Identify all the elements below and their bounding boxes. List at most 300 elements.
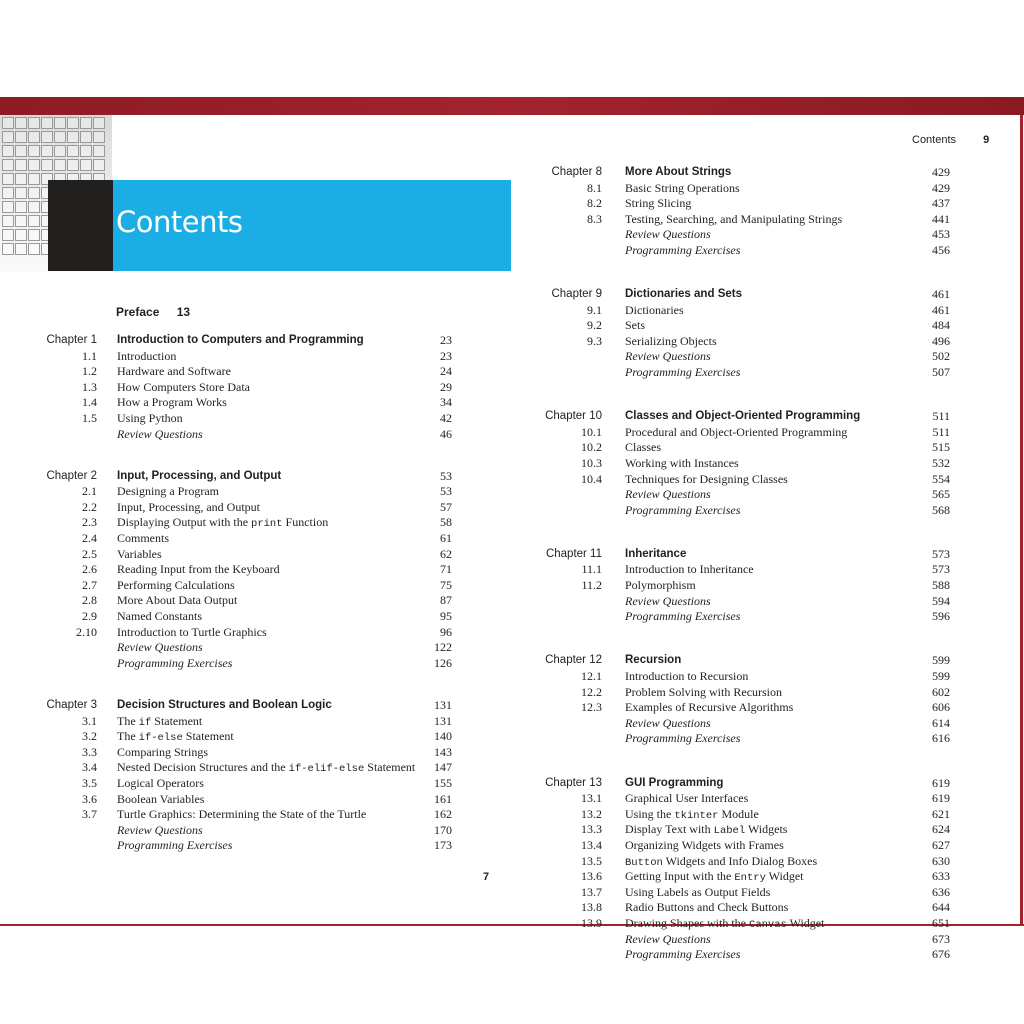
page-ref: 502 <box>932 349 950 364</box>
grid-cell <box>41 145 53 157</box>
page-ref: 147 <box>434 760 452 775</box>
section-number: 10.3 <box>581 455 602 470</box>
grid-cell <box>28 187 40 199</box>
section-title: Review Questions <box>117 426 203 441</box>
page-ref: 630 <box>932 853 950 868</box>
chapter-label: Chapter 2 <box>46 469 97 482</box>
section-number: 3.6 <box>82 791 97 806</box>
grid-cell <box>80 159 92 171</box>
top-color-bar <box>0 97 1024 115</box>
section-number: 2.9 <box>82 609 97 624</box>
grid-cell <box>2 201 14 213</box>
section-entry[interactable] <box>0 823 512 839</box>
section-entry[interactable] <box>512 318 1024 334</box>
grid-cell <box>2 173 14 185</box>
grid-cell <box>67 145 79 157</box>
section-number: 3.7 <box>82 807 97 822</box>
page-ref: 565 <box>932 487 950 502</box>
grid-cell <box>28 229 40 241</box>
chapter-label: Chapter 3 <box>46 699 97 711</box>
section-title: Hardware and Software <box>117 364 231 379</box>
page-ref: 676 <box>932 947 950 962</box>
section-title: Serializing Objects <box>625 333 717 348</box>
page-ref: 53 <box>440 468 452 483</box>
section-entry[interactable] <box>0 609 512 625</box>
page-ref: 644 <box>932 900 950 915</box>
section-title: Review Questions <box>117 822 203 837</box>
running-head-page: 9 <box>983 134 990 146</box>
section-entry[interactable] <box>512 700 1024 716</box>
section-number: 2.6 <box>82 562 97 577</box>
grid-cell <box>28 159 40 171</box>
chapter-label: Chapter 12 <box>545 654 602 667</box>
section-title: Polymorphism <box>625 578 696 593</box>
section-title: Turtle Graphics: Determining the State of the Turtle <box>117 807 367 822</box>
section-number: 2.5 <box>82 546 97 561</box>
grid-cell <box>15 145 27 157</box>
page-ref: 42 <box>440 411 452 425</box>
section-title: Review Questions <box>625 349 711 364</box>
section-title: Programming Exercises <box>625 609 741 624</box>
page-ref: 23 <box>440 333 452 347</box>
section-title: Examples of Recursive Algorithms <box>625 700 794 715</box>
page-ref: 143 <box>434 744 452 759</box>
section-title: Radio Buttons and Check Buttons <box>625 900 789 915</box>
section-entry[interactable] <box>512 425 1024 441</box>
page-ref: 126 <box>434 655 452 670</box>
section-number: 11.2 <box>581 578 602 593</box>
grid-cell <box>93 159 105 171</box>
section-number: 13.6 <box>581 869 602 884</box>
section-entry[interactable] <box>0 427 512 443</box>
grid-cell <box>28 117 40 129</box>
chapter-heading[interactable] <box>512 409 1024 425</box>
chapter-heading[interactable] <box>512 776 1024 792</box>
section-title: Boolean Variables <box>117 791 205 806</box>
section-entry[interactable] <box>0 500 512 516</box>
grid-cell <box>28 173 40 185</box>
chapter-label: Chapter 1 <box>46 334 97 346</box>
section-entry[interactable] <box>512 731 1024 747</box>
grid-cell <box>15 173 27 185</box>
grid-cell <box>54 145 66 157</box>
page-ref: 621 <box>932 806 950 821</box>
section-entry[interactable] <box>512 916 1024 932</box>
grid-cell <box>41 117 53 129</box>
section-entry[interactable] <box>0 729 512 745</box>
page-ref: 619 <box>932 791 950 806</box>
section-title: Working with Instances <box>625 455 739 470</box>
section-entry[interactable] <box>512 487 1024 503</box>
section-title: Introduction to Turtle Graphics <box>117 624 267 639</box>
section-entry[interactable] <box>0 656 512 672</box>
section-entry[interactable] <box>512 303 1024 319</box>
page-ref: 34 <box>440 395 452 410</box>
running-head <box>912 134 989 146</box>
section-entry[interactable] <box>512 365 1024 381</box>
section-number: 12.3 <box>581 700 602 715</box>
section-number: 2.2 <box>82 499 97 514</box>
section-title: Introduction to Inheritance <box>625 562 754 577</box>
section-title: Comparing Strings <box>117 744 209 759</box>
chapter-title: Inheritance <box>625 547 687 560</box>
section-entry[interactable] <box>0 593 512 609</box>
chapter-title: Classes and Object-Oriented Programming <box>625 410 861 423</box>
page-ref: 23 <box>440 348 452 363</box>
section-number: 13.8 <box>581 900 602 915</box>
page-number: 7 <box>483 871 490 883</box>
section-title: Sets <box>625 318 646 333</box>
section-entry[interactable] <box>512 869 1024 885</box>
section-number: 10.2 <box>581 440 602 455</box>
section-number: 1.5 <box>82 411 97 425</box>
page-ref: 484 <box>932 318 950 333</box>
page-ref: 573 <box>932 546 950 561</box>
section-entry[interactable] <box>512 669 1024 685</box>
section-number: 2.7 <box>82 577 97 592</box>
chapter-heading[interactable] <box>512 547 1024 563</box>
chapter-title: GUI Programming <box>625 776 724 789</box>
section-title: Programming Exercises <box>625 731 741 746</box>
section-title: Classes <box>625 440 661 455</box>
grid-cell <box>15 215 27 227</box>
chapter-heading[interactable] <box>0 698 512 714</box>
section-number: 1.3 <box>82 379 97 394</box>
grid-cell <box>2 187 14 199</box>
section-number: 3.4 <box>82 760 97 775</box>
section-title: Programming Exercises <box>625 365 741 380</box>
section-number: 1.1 <box>82 348 97 363</box>
grid-cell <box>2 159 14 171</box>
section-number: 13.4 <box>581 837 602 852</box>
section-title: The if Statement <box>117 713 203 729</box>
section-entry[interactable] <box>0 380 512 396</box>
page-ref: 515 <box>932 440 950 455</box>
section-entry[interactable] <box>512 196 1024 212</box>
section-entry[interactable] <box>512 685 1024 701</box>
page-ref: 140 <box>434 729 452 744</box>
chapter-label: Chapter 8 <box>551 166 602 178</box>
page-ref: 602 <box>932 684 950 699</box>
section-title: Using Python <box>117 411 183 425</box>
section-entry[interactable] <box>512 822 1024 838</box>
section-title: Basic String Operations <box>625 180 740 195</box>
section-entry[interactable] <box>512 807 1024 823</box>
preface-page: 13 <box>176 305 191 319</box>
section-title: How Computers Store Data <box>117 379 251 394</box>
section-entry[interactable] <box>0 364 512 380</box>
page-ref: 122 <box>434 640 452 655</box>
section-entry[interactable] <box>512 349 1024 365</box>
chapter-heading[interactable] <box>512 287 1024 303</box>
page-ref: 511 <box>932 409 950 424</box>
grid-cell <box>15 131 27 143</box>
grid-cell <box>80 145 92 157</box>
section-title: Drawing Shapes with the Canvas Widget <box>625 915 825 931</box>
grid-cell <box>54 131 66 143</box>
running-head-title: Contents <box>912 134 957 146</box>
grid-cell <box>67 117 79 129</box>
section-title: Programming Exercises <box>117 838 233 853</box>
grid-cell <box>41 159 53 171</box>
page-ref: 437 <box>932 196 950 211</box>
section-title: Button Widgets and Info Dialog Boxes <box>625 853 818 869</box>
chapter-title: Decision Structures and Boolean Logic <box>117 699 332 711</box>
section-number: 2.4 <box>82 531 97 546</box>
section-entry[interactable] <box>0 714 512 730</box>
section-entry[interactable] <box>512 854 1024 870</box>
page-ref: 619 <box>932 775 950 790</box>
grid-cell <box>67 159 79 171</box>
chapter-heading[interactable] <box>0 469 512 485</box>
section-entry[interactable] <box>0 625 512 641</box>
section-number: 8.2 <box>587 196 602 211</box>
section-entry[interactable] <box>512 838 1024 854</box>
page-ref: 170 <box>434 822 452 837</box>
section-number: 2.3 <box>82 515 97 530</box>
section-number: 3.1 <box>82 713 97 728</box>
section-entry[interactable] <box>512 885 1024 901</box>
page-ref: 131 <box>434 698 452 712</box>
section-number: 3.5 <box>82 776 97 790</box>
section-entry[interactable] <box>512 578 1024 594</box>
section-number: 13.7 <box>581 884 602 899</box>
page-ref: 511 <box>932 424 950 439</box>
section-entry[interactable] <box>512 472 1024 488</box>
grid-cell <box>28 131 40 143</box>
chapter-title: Input, Processing, and Output <box>117 469 282 482</box>
section-title: Procedural and Object-Oriented Programming <box>625 424 848 439</box>
section-entry[interactable] <box>0 578 512 594</box>
section-entry[interactable] <box>512 791 1024 807</box>
page-ref: 596 <box>932 609 950 624</box>
chapter-label: Chapter 9 <box>551 288 602 301</box>
grid-cell <box>93 145 105 157</box>
section-entry[interactable] <box>0 640 512 656</box>
section-number: 1.4 <box>82 395 97 410</box>
section-number: 1.2 <box>82 364 97 379</box>
grid-cell <box>28 215 40 227</box>
section-entry[interactable] <box>512 609 1024 625</box>
section-title: String Slicing <box>625 196 692 211</box>
section-entry[interactable] <box>512 456 1024 472</box>
preface-entry[interactable] <box>116 305 190 319</box>
section-title: Reading Input from the Keyboard <box>117 562 280 577</box>
section-title: The if-else Statement <box>117 729 234 745</box>
section-number: 9.1 <box>587 302 602 317</box>
grid-cell <box>15 117 27 129</box>
chapter-title: Recursion <box>625 654 682 667</box>
section-number: 13.9 <box>581 915 602 930</box>
page-ref: 554 <box>932 471 950 486</box>
chapter-title: Introduction to Computers and Programming <box>117 334 364 346</box>
page-ref: 131 <box>434 713 452 728</box>
grid-cell <box>28 201 40 213</box>
grid-cell <box>15 159 27 171</box>
preface-label: Preface <box>116 305 160 319</box>
section-entry[interactable] <box>0 760 512 776</box>
section-title: Review Questions <box>625 227 711 242</box>
section-title: Review Questions <box>625 593 711 608</box>
section-entry[interactable] <box>0 531 512 547</box>
page-ref: 58 <box>440 515 452 530</box>
chapter-heading[interactable] <box>512 653 1024 669</box>
page-ref: 606 <box>932 700 950 715</box>
section-number: 13.1 <box>581 791 602 806</box>
page-ref: 62 <box>440 546 452 561</box>
section-entry[interactable] <box>0 776 512 792</box>
page-ref: 61 <box>440 531 452 546</box>
page-ref: 594 <box>932 593 950 608</box>
section-number: 12.1 <box>581 668 602 683</box>
grid-cell <box>80 117 92 129</box>
page-ref: 441 <box>932 211 950 226</box>
section-number: 2.1 <box>82 484 97 499</box>
page-ref: 53 <box>440 484 452 499</box>
section-entry[interactable] <box>512 181 1024 197</box>
section-entry[interactable] <box>0 838 512 854</box>
page-ref: 673 <box>932 931 950 946</box>
page-ref: 651 <box>932 915 950 930</box>
page-ref: 162 <box>434 807 452 822</box>
section-entry[interactable] <box>0 562 512 578</box>
grid-cell <box>93 117 105 129</box>
grid-cell <box>93 131 105 143</box>
grid-cell <box>2 145 14 157</box>
page-ref: 75 <box>440 577 452 592</box>
section-entry[interactable] <box>512 334 1024 350</box>
section-entry[interactable] <box>0 792 512 808</box>
section-entry[interactable] <box>512 212 1024 228</box>
chapter-label: Chapter 13 <box>545 776 602 789</box>
chapter-heading[interactable] <box>512 165 1024 181</box>
section-entry[interactable] <box>512 440 1024 456</box>
section-title: Programming Exercises <box>625 947 741 962</box>
page-ref: 95 <box>440 609 452 624</box>
section-entry[interactable] <box>512 900 1024 916</box>
section-title: Display Text with Label Widgets <box>625 822 788 838</box>
page-title: Contents <box>116 205 243 239</box>
section-entry[interactable] <box>0 745 512 761</box>
page-ref: 599 <box>932 653 950 668</box>
section-entry[interactable] <box>0 807 512 823</box>
page-ref: 173 <box>434 838 452 853</box>
page-ref: 453 <box>932 227 950 242</box>
section-title: Techniques for Designing Classes <box>625 471 788 486</box>
page-ref: 507 <box>932 365 950 380</box>
page-ref: 614 <box>932 715 950 730</box>
grid-cell <box>28 243 40 255</box>
section-title: Variables <box>117 546 162 561</box>
page-ref: 627 <box>932 837 950 852</box>
chapter-label: Chapter 11 <box>545 547 602 560</box>
page-ref: 96 <box>440 624 452 639</box>
section-entry[interactable] <box>512 503 1024 519</box>
page-ref: 624 <box>932 822 950 837</box>
section-entry[interactable] <box>0 484 512 500</box>
page-ref: 429 <box>932 180 950 195</box>
section-title: Input, Processing, and Output <box>117 499 261 514</box>
page-ref: 616 <box>932 731 950 746</box>
section-number: 3.2 <box>82 729 97 744</box>
section-title: Testing, Searching, and Manipulating Strings <box>625 211 843 226</box>
section-title: Dictionaries <box>625 302 684 317</box>
black-accent-block <box>48 180 114 271</box>
page-ref: 568 <box>932 502 950 517</box>
page-ref: 461 <box>932 302 950 317</box>
section-title: Graphical User Interfaces <box>625 791 749 806</box>
grid-cell <box>2 117 14 129</box>
section-number: 9.3 <box>587 333 602 348</box>
grid-cell <box>15 229 27 241</box>
section-entry[interactable] <box>0 547 512 563</box>
section-title: Using the tkinter Module <box>625 806 759 822</box>
page-ref: 161 <box>434 791 452 806</box>
section-title: Using Labels as Output Fields <box>625 884 771 899</box>
section-title: Displaying Output with the print Function <box>117 515 329 531</box>
page-ref: 532 <box>932 455 950 470</box>
section-number: 13.5 <box>581 853 602 868</box>
page-ref: 573 <box>932 562 950 577</box>
section-number: 10.1 <box>581 424 602 439</box>
section-title: Logical Operators <box>117 776 204 790</box>
section-entry[interactable] <box>0 395 512 411</box>
section-number: 11.1 <box>581 562 602 577</box>
grid-cell <box>15 201 27 213</box>
section-number: 8.1 <box>587 180 602 195</box>
page-ref: 71 <box>440 562 452 577</box>
section-entry[interactable] <box>0 349 512 365</box>
section-title: Introduction <box>117 348 177 363</box>
section-title: Programming Exercises <box>117 655 233 670</box>
chapter-heading[interactable] <box>0 333 512 349</box>
section-entry[interactable] <box>512 716 1024 732</box>
section-entry[interactable] <box>512 947 1024 963</box>
page-ref: 87 <box>440 593 452 608</box>
section-number: 3.3 <box>82 744 97 759</box>
grid-cell <box>2 131 14 143</box>
grid-cell <box>2 243 14 255</box>
page-ref: 429 <box>932 165 950 179</box>
chapter-title: Dictionaries and Sets <box>625 288 742 301</box>
grid-cell <box>41 131 53 143</box>
section-entry[interactable] <box>512 594 1024 610</box>
grid-cell <box>15 243 27 255</box>
section-title: Review Questions <box>625 487 711 502</box>
section-title: Review Questions <box>625 931 711 946</box>
section-number: 13.2 <box>581 806 602 821</box>
grid-cell <box>15 187 27 199</box>
section-title: Organizing Widgets with Frames <box>625 837 784 852</box>
section-entry[interactable] <box>512 243 1024 259</box>
grid-cell <box>28 145 40 157</box>
section-number: 9.2 <box>587 318 602 333</box>
section-title: Comments <box>117 531 170 546</box>
section-entry[interactable] <box>512 932 1024 948</box>
section-entry[interactable] <box>512 227 1024 243</box>
section-title: Nested Decision Structures and the if-elif-else Statement <box>117 760 416 776</box>
section-title: Review Questions <box>117 640 203 655</box>
section-entry[interactable] <box>0 515 512 531</box>
grid-cell <box>2 229 14 241</box>
page-ref: 57 <box>440 499 452 514</box>
section-entry[interactable] <box>0 411 512 427</box>
section-number: 2.10 <box>76 624 97 639</box>
grid-cell <box>80 131 92 143</box>
section-title: Programming Exercises <box>625 243 741 257</box>
page-ref: 461 <box>932 287 950 302</box>
section-entry[interactable] <box>512 562 1024 578</box>
